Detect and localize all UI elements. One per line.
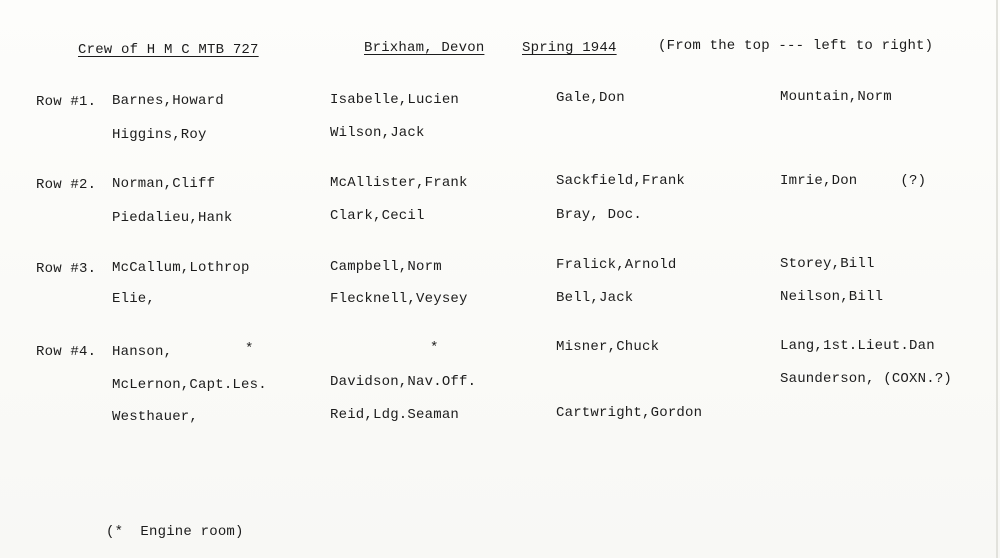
- crew-name: Fralick,Arnold: [556, 257, 677, 273]
- row-label: Row #2.: [36, 177, 97, 193]
- crew-name: Bray, Doc.: [556, 207, 643, 223]
- crew-name: Saunderson, (COXN.?): [780, 371, 953, 387]
- crew-name: Flecknell,Veysey: [330, 291, 468, 307]
- crew-name: Barnes,Howard: [112, 93, 224, 109]
- crew-name: Piedalieu,Hank: [112, 210, 233, 226]
- paper-fold-edge: [996, 0, 998, 558]
- crew-name: Westhauer,: [112, 409, 199, 425]
- crew-name: Neilson,Bill: [780, 289, 884, 305]
- crew-name: Reid,Ldg.Seaman: [330, 407, 460, 423]
- crew-name: Davidson,Nav.Off.: [330, 374, 477, 390]
- date-text: Spring 1944: [522, 40, 617, 56]
- row-label: Row #4.: [36, 344, 97, 360]
- crew-name: Norman,Cliff: [112, 176, 216, 192]
- crew-name: Clark,Cecil: [330, 208, 425, 224]
- crew-name: Gale,Don: [556, 90, 625, 106]
- row-label: Row #1.: [36, 94, 97, 110]
- crew-name: Elie,: [112, 291, 156, 307]
- row-label: Row #3.: [36, 261, 97, 277]
- crew-name: Sackfield,Frank: [556, 173, 686, 189]
- engine-room-footnote: (* Engine room): [106, 524, 244, 540]
- crew-name: Wilson,Jack: [330, 125, 425, 141]
- crew-name: Imrie,Don (?): [780, 173, 927, 189]
- crew-name: Isabelle,Lucien: [330, 92, 460, 108]
- order-note: (From the top --- left to right): [658, 38, 934, 54]
- crew-name: Mountain,Norm: [780, 89, 892, 105]
- location-text: Brixham, Devon: [364, 40, 485, 56]
- crew-name: Higgins,Roy: [112, 127, 207, 143]
- document-title: Crew of H M C MTB 727: [78, 42, 259, 58]
- engine-room-asterisk: *: [430, 340, 439, 356]
- crew-name: McCallum,Lothrop: [112, 260, 250, 276]
- crew-name: Campbell,Norm: [330, 259, 442, 275]
- crew-name: Lang,1st.Lieut.Dan: [780, 338, 935, 354]
- engine-room-asterisk: *: [245, 341, 254, 357]
- crew-name: Misner,Chuck: [556, 339, 660, 355]
- crew-name: McAllister,Frank: [330, 175, 468, 191]
- crew-name: Hanson,: [112, 344, 173, 360]
- crew-name: Bell,Jack: [556, 290, 634, 306]
- crew-name: Cartwright,Gordon: [556, 405, 703, 421]
- crew-name: McLernon,Capt.Les.: [112, 377, 267, 393]
- crew-name: Storey,Bill: [780, 256, 875, 272]
